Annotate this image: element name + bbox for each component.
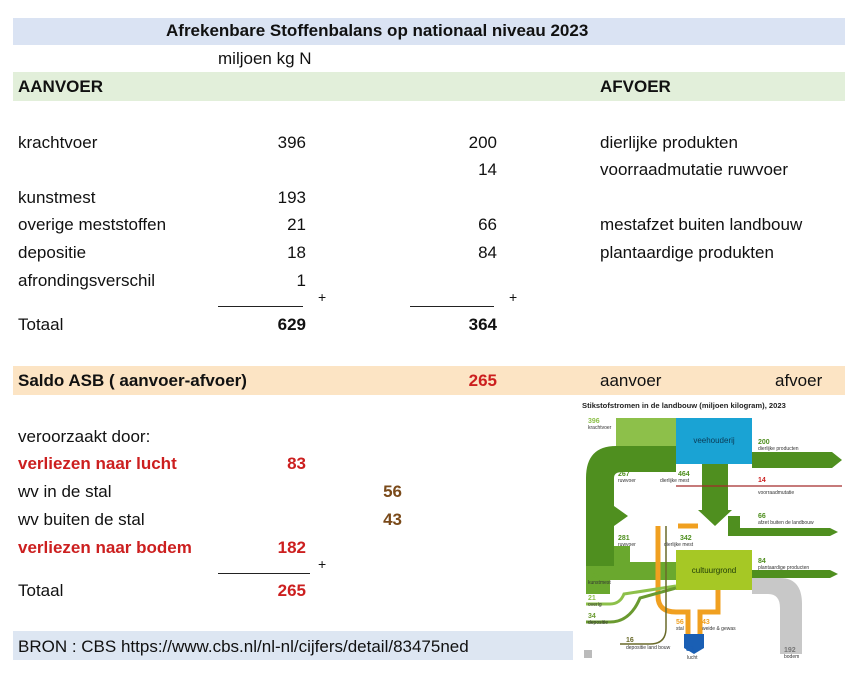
flow-label: plantaardige producten	[758, 565, 810, 571]
aanvoer-value: 21	[287, 215, 306, 234]
saldo-aanvoer: aanvoer	[600, 371, 662, 390]
afvoer-label: dierlijke produkten	[600, 133, 738, 152]
bron-text: BRON : CBS https://www.cbs.nl/nl-nl/cijfers/detail/83475ned	[18, 637, 469, 656]
flow-label: depositie	[588, 620, 609, 626]
sum-line-oorzaken	[218, 573, 310, 574]
flow-value: 66	[758, 513, 766, 520]
flow-label: overig	[588, 602, 602, 608]
flow-dierlijke-producten	[752, 452, 842, 468]
unit-label: miljoen kg N	[218, 49, 312, 68]
afvoer-label: plantaardige produkten	[600, 243, 774, 262]
aanvoer-label: overige meststoffen	[18, 215, 167, 234]
flow-value: 200	[758, 439, 770, 446]
flow-afzet	[728, 516, 838, 536]
veehouderij-label: veehouderij	[693, 436, 735, 445]
oorzaak-label: verliezen naar lucht	[18, 454, 177, 473]
flow-value: 342	[680, 535, 692, 542]
afvoer-value: 200	[468, 133, 497, 152]
flow-label: stal	[676, 626, 684, 632]
sum-line-aanvoer	[218, 306, 303, 307]
aanvoer-label: kunstmest	[18, 188, 96, 207]
flow-label: krachtvoer	[588, 425, 612, 431]
oorzaak-value: 182	[277, 538, 306, 557]
flow-label: depositie land bouw	[626, 645, 671, 651]
saldo-label: Saldo ASB ( aanvoer-afvoer)	[18, 371, 247, 390]
flow-value: 56	[676, 619, 684, 626]
flow-value: 14	[758, 477, 766, 484]
diagram-title: Stikstofstromen in de landbouw (miljoen kilogram), 2023	[582, 401, 786, 410]
saldo-value: 265	[468, 371, 497, 390]
flow-label: voorraadmutatie	[758, 490, 795, 496]
stikstof-diagram	[580, 398, 848, 668]
flow-bodem	[752, 578, 802, 654]
flow-label: bodem	[784, 654, 800, 660]
saldo-afvoer: afvoer	[775, 371, 823, 390]
flow-label: dierlijke mest	[664, 542, 694, 548]
afvoer-value: 84	[478, 243, 497, 262]
totaal-afvoer: 364	[468, 315, 497, 334]
aanvoer-value: 1	[296, 271, 306, 290]
aanvoer-value: 193	[277, 188, 306, 207]
page-title: Afrekenbare Stoffenbalans op nationaal niveau 2023	[166, 21, 589, 40]
flow-value: 34	[588, 613, 596, 620]
flow-dierlijke-mest	[702, 464, 728, 510]
totaal-oorzaken-label: Totaal	[18, 581, 64, 600]
oorzaak-value: 43	[383, 510, 402, 529]
flow-value: 396	[588, 418, 600, 425]
flow-ruwvoer-loop	[586, 446, 676, 500]
flow-label: ruwvoer	[618, 542, 636, 548]
oorzaak-label: wv in de stal	[18, 482, 112, 501]
cbs-logo-icon	[584, 650, 592, 658]
flow-value: 281	[618, 535, 630, 542]
aanvoer-value: 18	[287, 243, 306, 262]
flow-label: kunstmest	[588, 580, 611, 586]
plus-sign: +	[318, 289, 327, 305]
oorzaak-label: verliezen naar bodem	[18, 538, 192, 557]
aanvoer-value: 396	[277, 133, 306, 152]
cultuurgrond-label: cultuurgrond	[691, 566, 737, 575]
flow-label: lucht	[687, 655, 698, 661]
plus-sign: +	[509, 289, 518, 305]
flow-value: 267	[618, 471, 630, 478]
afvoer-label: mestafzet buiten landbouw	[600, 215, 803, 234]
flow-value: 43	[702, 619, 710, 626]
flow-plantaardige	[752, 570, 838, 578]
flow-label: dierlijke producten	[758, 446, 799, 452]
sum-line-afvoer	[410, 306, 494, 307]
flow-label: ruwvoer	[618, 478, 636, 484]
totaal-label: Totaal	[18, 315, 64, 334]
afvoer-header: AFVOER	[600, 77, 671, 96]
afvoer-label: voorraadmutatie ruwvoer	[600, 160, 789, 179]
oorzaak-value: 56	[383, 482, 402, 501]
flow-value: 192	[784, 647, 796, 654]
header-band	[13, 72, 845, 101]
oorzaak-label: wv buiten de stal	[18, 510, 145, 529]
veroorzaakt-label: veroorzaakt door:	[18, 427, 151, 446]
flow-value: 16	[626, 637, 634, 644]
flow-value: 83	[686, 646, 694, 653]
aanvoer-label: depositie	[18, 243, 87, 262]
flow-label: afzet buiten de landbouw	[758, 520, 814, 526]
afvoer-value: 14	[478, 160, 497, 179]
flow-label: dierlijke mest	[660, 478, 690, 484]
flow-mest-arrow	[698, 510, 732, 526]
oorzaak-value: 83	[287, 454, 306, 473]
totaal-oorzaken-value: 265	[277, 581, 306, 600]
flow-value: 464	[678, 471, 690, 478]
flow-value: 21	[588, 595, 596, 602]
flow-value: 193	[588, 573, 600, 580]
afvoer-value: 66	[478, 215, 497, 234]
flow-label: weide & gewas	[702, 626, 736, 632]
plus-sign: +	[318, 556, 327, 572]
aanvoer-label: afrondingsverschil	[18, 271, 156, 290]
flow-krachtvoer	[616, 418, 680, 446]
totaal-aanvoer: 629	[277, 315, 306, 334]
flow-value: 84	[758, 558, 766, 565]
aanvoer-label: krachtvoer	[18, 133, 98, 152]
aanvoer-header: AANVOER	[18, 77, 104, 96]
